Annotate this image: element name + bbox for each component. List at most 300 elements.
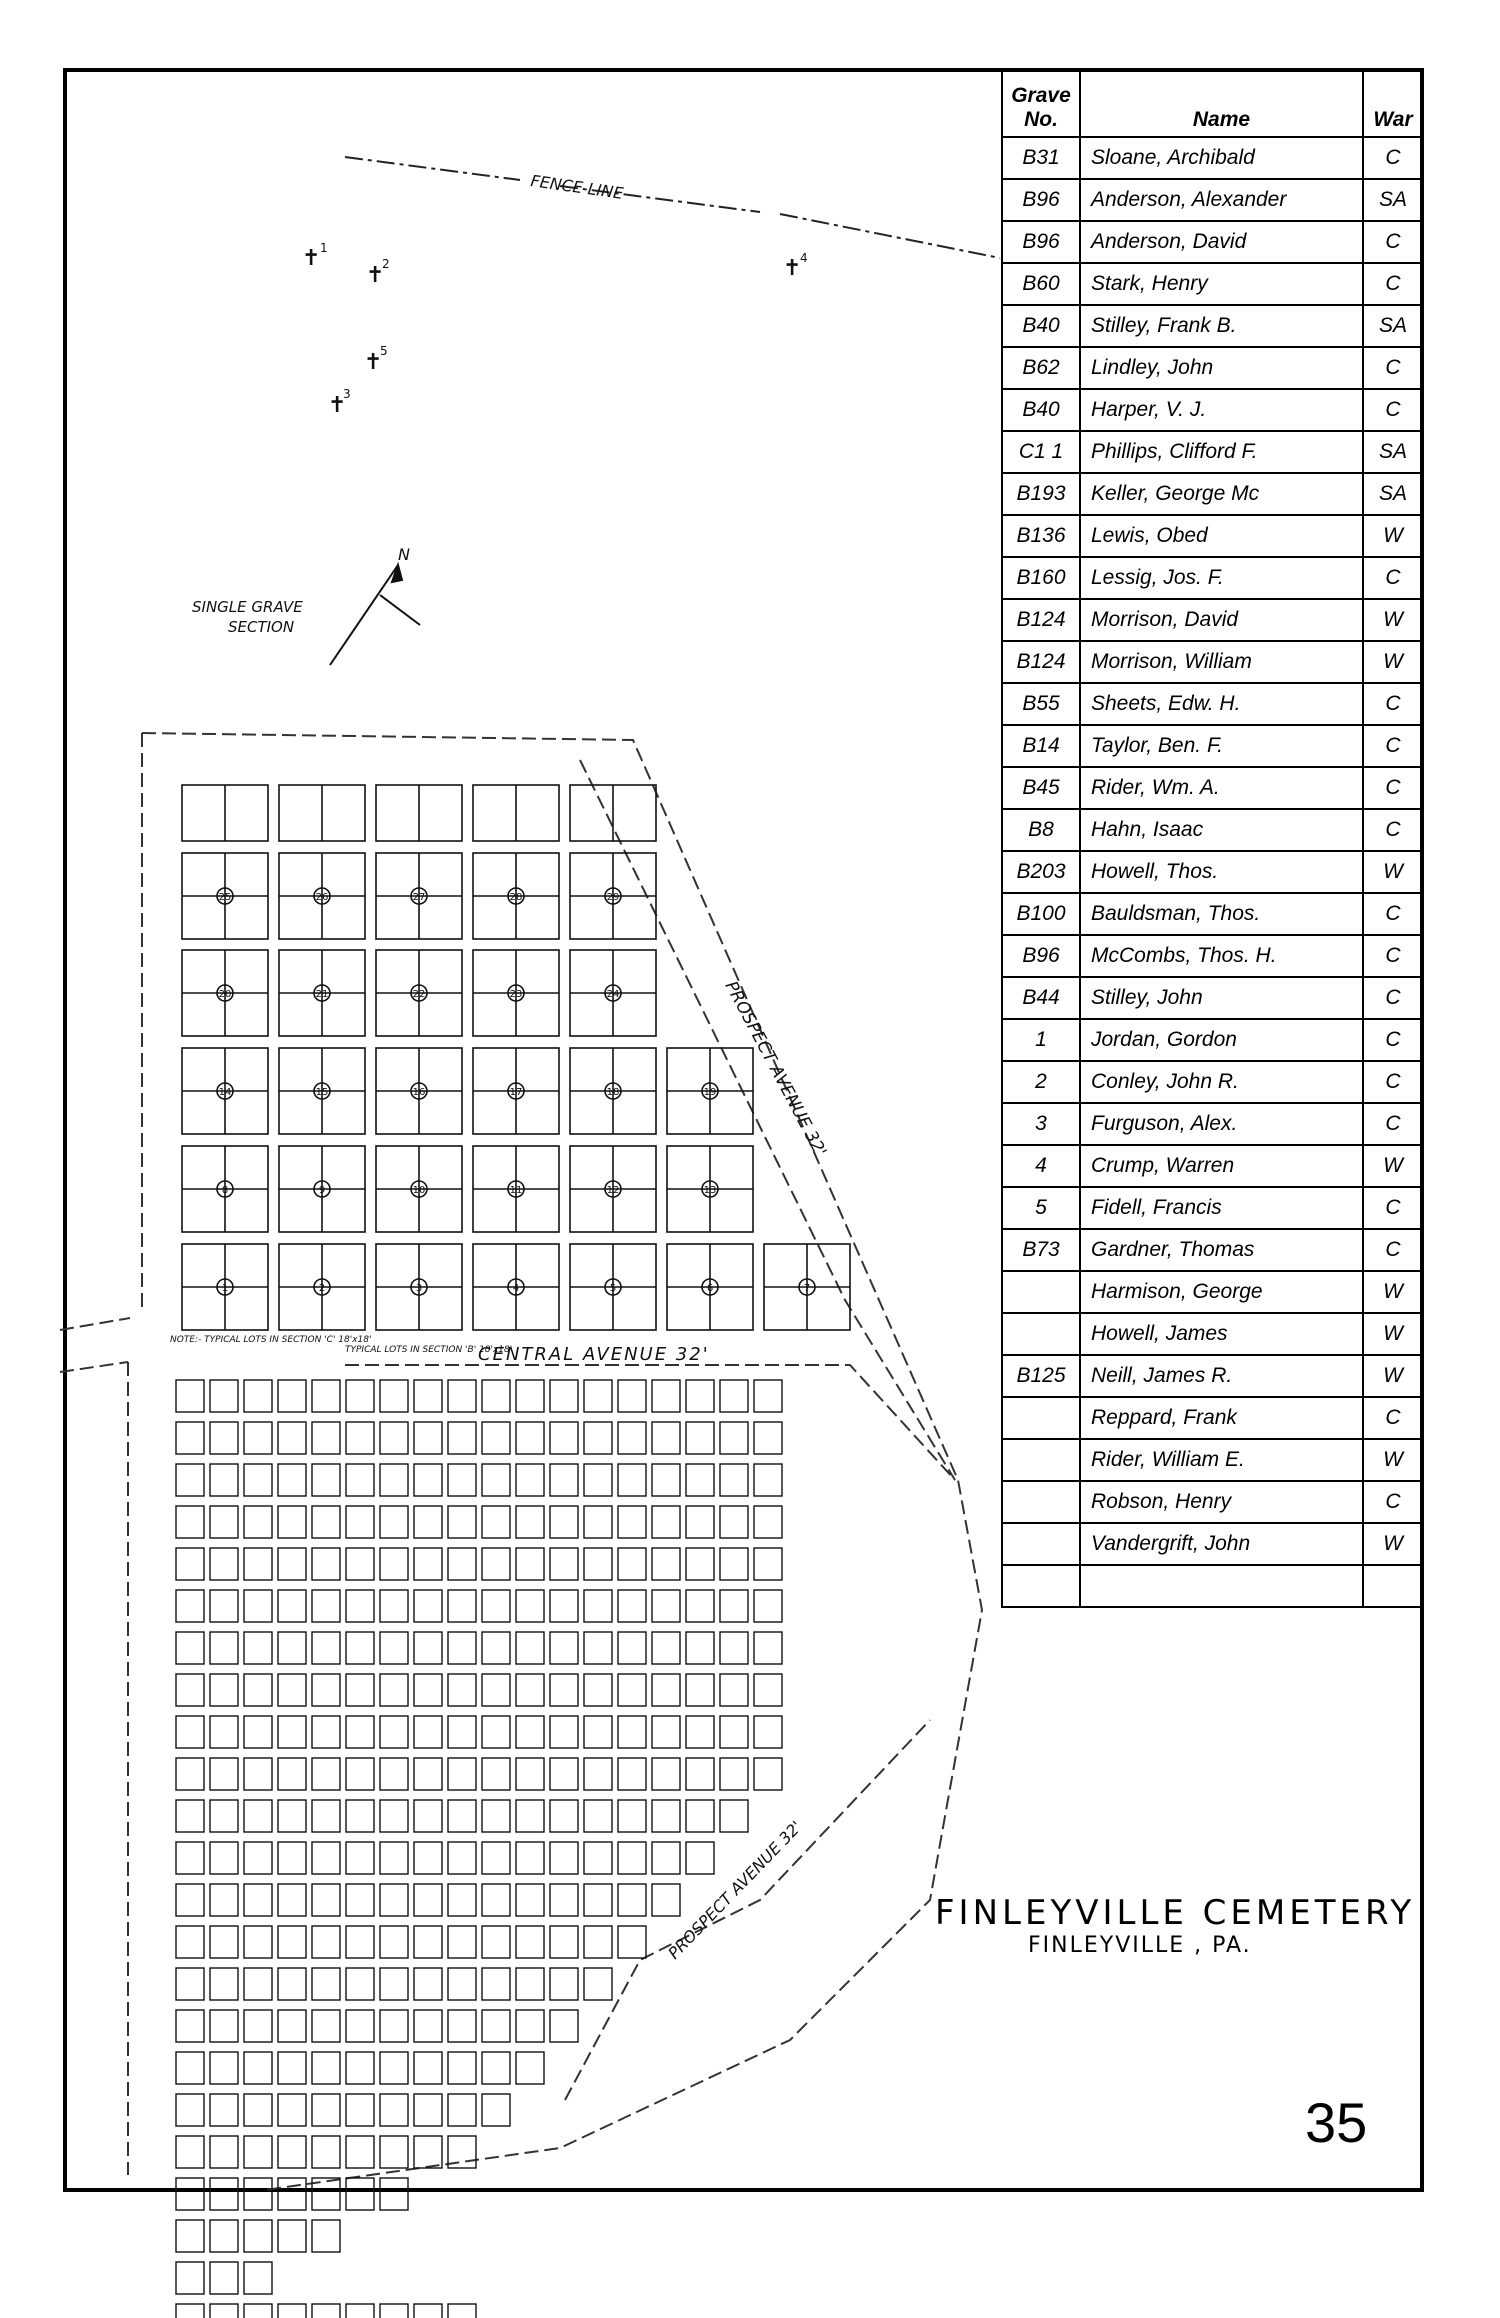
section-b-plot [346, 1422, 374, 1454]
table-row [1002, 767, 1423, 809]
section-b-plot [550, 1716, 578, 1748]
lot-number: 12 [606, 1185, 620, 1196]
section-b-plot [244, 2304, 272, 2318]
war-cell: W [1363, 515, 1423, 557]
name-cell: Lindley, John [1080, 347, 1363, 389]
section-b-plot [210, 2220, 238, 2252]
section-b-plot [584, 1506, 612, 1538]
section-b-plot [584, 1380, 612, 1412]
section-b-plot [516, 1842, 544, 1874]
section-b-plot [244, 2052, 272, 2084]
section-b-plot [210, 1884, 238, 1916]
section-b-plot [346, 2178, 374, 2210]
grave-table [1001, 68, 1424, 1608]
section-b-plot [278, 2178, 306, 2210]
section-b-plot [652, 1632, 680, 1664]
section-b-plot [516, 1800, 544, 1832]
section-b-plot [652, 1422, 680, 1454]
grave-cell: B8 [1002, 809, 1080, 851]
section-b-plot [244, 1968, 272, 2000]
table-row [1002, 1565, 1423, 1607]
section-b-plot [244, 1674, 272, 1706]
section-b-plot [278, 2220, 306, 2252]
section-b-plot [448, 1884, 476, 1916]
name-cell: Furguson, Alex. [1080, 1103, 1363, 1145]
grave-cell: 2 [1002, 1061, 1080, 1103]
single-grave-1-num: 1 [320, 241, 328, 255]
section-b-plot [414, 1674, 442, 1706]
lot-number: 9 [318, 1185, 326, 1196]
section-b-plot [312, 1926, 340, 1958]
section-b-plot [516, 1758, 544, 1790]
section-b-plot [278, 1716, 306, 1748]
section-b-plot [584, 1842, 612, 1874]
section-b-plot [346, 1884, 374, 1916]
section-b-plot [346, 1926, 374, 1958]
war-cell: C [1363, 389, 1423, 431]
section-b-plot [176, 2136, 204, 2168]
section-b-plot [414, 2094, 442, 2126]
section-b-plot [278, 1632, 306, 1664]
lot-number: 7 [803, 1283, 811, 1294]
section-b-plot [278, 1590, 306, 1622]
cemetery-location: FINLEYVILLE , PA. [1028, 1933, 1252, 1958]
section-b-plot [312, 1716, 340, 1748]
lot-number: 26 [315, 892, 329, 903]
lot-number: 19 [703, 1087, 717, 1098]
section-b-plot [482, 1422, 510, 1454]
name-cell: Howell, James [1080, 1313, 1363, 1355]
lot-number: 11 [509, 1185, 523, 1196]
section-b-plot [346, 2304, 374, 2318]
north-arrow-icon [330, 565, 420, 665]
section-b-plot [278, 2094, 306, 2126]
section-b-plot [550, 1548, 578, 1580]
lot-number: 21 [315, 989, 329, 1000]
section-b-plot [618, 1548, 646, 1580]
grave-cell [1002, 1271, 1080, 1313]
section-b-plot [482, 1506, 510, 1538]
table-row [1002, 179, 1423, 221]
section-b-plot [550, 1758, 578, 1790]
war-cell: C [1363, 1397, 1423, 1439]
war-cell: C [1363, 809, 1423, 851]
section-b-plot [176, 1758, 204, 1790]
section-b-plot [278, 1380, 306, 1412]
section-b-plot [550, 1884, 578, 1916]
section-b-plot [448, 1800, 476, 1832]
grave-cell: 4 [1002, 1145, 1080, 1187]
section-b-plot [618, 1380, 646, 1412]
name-cell: Stark, Henry [1080, 263, 1363, 305]
section-b-plot [754, 1758, 782, 1790]
section-b-plot [550, 1800, 578, 1832]
table-row [1002, 1229, 1423, 1271]
table-row [1002, 431, 1423, 473]
section-b-plot [754, 1632, 782, 1664]
grave-cell [1002, 1523, 1080, 1565]
war-cell: W [1363, 599, 1423, 641]
grave-cell: B45 [1002, 767, 1080, 809]
name-cell: Neill, James R. [1080, 1355, 1363, 1397]
section-b-plot [584, 1716, 612, 1748]
section-b-plot [720, 1464, 748, 1496]
single-grave-3-num: 3 [343, 387, 351, 401]
section-b-plot [210, 2178, 238, 2210]
section-b-plot [278, 2052, 306, 2084]
section-b-plot [618, 1758, 646, 1790]
section-b-plot [176, 2178, 204, 2210]
single-grave-2: ✝ [366, 263, 385, 288]
section-b-plot [312, 1884, 340, 1916]
section-b-plot [482, 1590, 510, 1622]
section-b-plot [346, 1590, 374, 1622]
grave-cell: 1 [1002, 1019, 1080, 1061]
table-row [1002, 1313, 1423, 1355]
table-row [1002, 1103, 1423, 1145]
section-b-plot [346, 1842, 374, 1874]
section-b-plot [414, 1548, 442, 1580]
war-cell: C [1363, 1481, 1423, 1523]
section-b-plot [720, 1632, 748, 1664]
section-b-plot [380, 1674, 408, 1706]
page-number: 35 [1305, 2091, 1368, 2154]
section-b-plot [516, 1632, 544, 1664]
table-row [1002, 515, 1423, 557]
war-cell: C [1363, 767, 1423, 809]
table-row [1002, 221, 1423, 263]
table-row [1002, 347, 1423, 389]
grave-no-header: Grave No. [1002, 69, 1080, 137]
war-cell [1363, 1565, 1423, 1607]
section-b-plot [278, 1842, 306, 1874]
section-b-plot [584, 1968, 612, 2000]
section-b-plot [482, 1632, 510, 1664]
table-row [1002, 935, 1423, 977]
note-label: NOTE:- TYPICAL LOTS IN SECTION 'C' 18'x18' [170, 1335, 372, 1345]
grave-cell: B62 [1002, 347, 1080, 389]
section-b-plot [720, 1422, 748, 1454]
section-b-plot [550, 1968, 578, 2000]
section-b-plot [380, 1758, 408, 1790]
grave-cell: B31 [1002, 137, 1080, 179]
section-b-plot [176, 1884, 204, 1916]
section-b-plot [312, 2304, 340, 2318]
section-b-plot [482, 1842, 510, 1874]
lot-number: 14 [218, 1087, 232, 1098]
name-cell: Morrison, William [1080, 641, 1363, 683]
war-cell: C [1363, 935, 1423, 977]
section-b-plot [380, 2010, 408, 2042]
single-grave-5-num: 5 [380, 344, 388, 358]
section-b-plot [414, 1800, 442, 1832]
section-b-plot [414, 1968, 442, 2000]
section-b-plot [414, 2304, 442, 2318]
prospect-avenue-upper-label: PROSPECT AVENUE 32' [720, 977, 831, 1161]
section-b-plot [516, 1464, 544, 1496]
section-b-plot [686, 1800, 714, 1832]
section-b-plot [210, 2094, 238, 2126]
war-cell: SA [1363, 179, 1423, 221]
war-header: War [1363, 69, 1423, 137]
section-b-plot [210, 1380, 238, 1412]
fence-label: FENCE LINE [529, 171, 625, 203]
section-b-plot [516, 1506, 544, 1538]
section-b-plot [686, 1464, 714, 1496]
section-b-plot [176, 2094, 204, 2126]
name-cell: Reppard, Frank [1080, 1397, 1363, 1439]
single-grave-4: ✝ [783, 256, 802, 281]
grave-cell: B14 [1002, 725, 1080, 767]
section-b-plot [448, 1548, 476, 1580]
section-b-plot [346, 2094, 374, 2126]
section-b-plot [652, 1674, 680, 1706]
grave-cell: B96 [1002, 221, 1080, 263]
lot-number: 13 [703, 1185, 717, 1196]
section-b-plot [448, 1632, 476, 1664]
grave-cell: B100 [1002, 893, 1080, 935]
section-b-plot [244, 1926, 272, 1958]
section-b-plot [346, 1464, 374, 1496]
lot-number: 8 [221, 1185, 229, 1196]
section-b-plot [312, 1758, 340, 1790]
section-b-plot [686, 1842, 714, 1874]
section-b-plot [244, 2010, 272, 2042]
section-b-plot [312, 1422, 340, 1454]
section-b-plot [278, 1548, 306, 1580]
section-b-plot [584, 1632, 612, 1664]
section-b-plot [652, 1464, 680, 1496]
table-row [1002, 1019, 1423, 1061]
section-b-plot [176, 1716, 204, 1748]
section-b-plot [176, 1842, 204, 1874]
section-b-plot [618, 1632, 646, 1664]
section-b-plot [380, 1590, 408, 1622]
war-cell: SA [1363, 431, 1423, 473]
name-cell: Bauldsman, Thos. [1080, 893, 1363, 935]
table-row [1002, 893, 1423, 935]
section-b-plot [550, 1632, 578, 1664]
section-b-plot [312, 1632, 340, 1664]
section-b-plot [448, 1590, 476, 1622]
name-cell: Howell, Thos. [1080, 851, 1363, 893]
lot-number: 6 [706, 1283, 714, 1294]
section-b-plot [618, 1422, 646, 1454]
section-b-plot [176, 1926, 204, 1958]
table-row [1002, 1271, 1423, 1313]
war-cell: C [1363, 977, 1423, 1019]
section-b-plot [244, 1800, 272, 1832]
section-b-plot [414, 1884, 442, 1916]
grave-cell: B55 [1002, 683, 1080, 725]
section-b-plot [176, 2010, 204, 2042]
section-b-plot [346, 2010, 374, 2042]
table-row [1002, 137, 1423, 179]
name-cell: Taylor, Ben. F. [1080, 725, 1363, 767]
section-b-plot [312, 1674, 340, 1706]
section-b-plot [278, 1926, 306, 1958]
section-b-plot [584, 1548, 612, 1580]
section-b-plot [210, 2010, 238, 2042]
section-b-plot [550, 1842, 578, 1874]
grave-cell [1002, 1565, 1080, 1607]
section-b-plot [516, 1926, 544, 1958]
table-row [1002, 851, 1423, 893]
war-cell: W [1363, 1313, 1423, 1355]
section-b-plot [244, 1464, 272, 1496]
grave-cell: 5 [1002, 1187, 1080, 1229]
section-b-plot [312, 1968, 340, 2000]
section-b-plot [754, 1464, 782, 1496]
section-b-plot [482, 1800, 510, 1832]
section-b-plot [244, 1716, 272, 1748]
section-b-plot [414, 1842, 442, 1874]
name-cell: Fidell, Francis [1080, 1187, 1363, 1229]
section-b-plot [448, 2010, 476, 2042]
lot-number: 17 [509, 1087, 523, 1098]
section-b-plot [210, 1800, 238, 1832]
name-cell: Rider, William E. [1080, 1439, 1363, 1481]
section-b-plot [210, 1590, 238, 1622]
name-cell: Sloane, Archibald [1080, 137, 1363, 179]
section-b-plot [210, 2136, 238, 2168]
lot-number: 16 [412, 1087, 426, 1098]
section-b-plot [686, 1716, 714, 1748]
grave-cell: 3 [1002, 1103, 1080, 1145]
section-b-plot [312, 2052, 340, 2084]
section-b-plot [210, 1758, 238, 1790]
section-b-plot [244, 2094, 272, 2126]
section-b-plot [720, 1590, 748, 1622]
section-c-lots [182, 785, 850, 1330]
section-b-plot [448, 2304, 476, 2318]
section-b-plot [754, 1506, 782, 1538]
war-cell: W [1363, 1145, 1423, 1187]
section-b-plot [346, 2052, 374, 2084]
section-b-plot [686, 1506, 714, 1538]
section-b-plot [482, 2010, 510, 2042]
section-b-lots [176, 1380, 782, 2318]
section-b-plot [448, 2094, 476, 2126]
section-b-plot [720, 1548, 748, 1580]
section-b-plot [244, 2136, 272, 2168]
section-b-plot [278, 2304, 306, 2318]
section-b-plot [210, 1632, 238, 1664]
section-b-plot [584, 1758, 612, 1790]
section-b-plot [550, 1506, 578, 1538]
section-b-plot [380, 1716, 408, 1748]
table-row [1002, 1355, 1423, 1397]
section-b-plot [754, 1422, 782, 1454]
section-b-plot [414, 2052, 442, 2084]
section-b-plot [244, 2220, 272, 2252]
lot-number: 23 [509, 989, 523, 1000]
section-b-plot [312, 2010, 340, 2042]
section-b-plot [210, 1548, 238, 1580]
section-b-plot [652, 1590, 680, 1622]
war-cell: C [1363, 137, 1423, 179]
name-cell: Keller, George Mc [1080, 473, 1363, 515]
war-cell: C [1363, 221, 1423, 263]
section-b-plot [312, 2136, 340, 2168]
section-b-plot [448, 1842, 476, 1874]
section-b-plot [244, 1422, 272, 1454]
section-b-plot [448, 1506, 476, 1538]
name-header: Name [1080, 69, 1363, 137]
name-cell: Lewis, Obed [1080, 515, 1363, 557]
section-b-plot [176, 1380, 204, 1412]
section-b-plot [210, 1506, 238, 1538]
section-b-plot [346, 1716, 374, 1748]
section-b-plot [618, 1590, 646, 1622]
name-cell: Anderson, Alexander [1080, 179, 1363, 221]
section-b-plot [414, 1506, 442, 1538]
section-b-plot [244, 1506, 272, 1538]
table-row [1002, 725, 1423, 767]
grave-cell: B124 [1002, 599, 1080, 641]
name-cell: Anderson, David [1080, 221, 1363, 263]
table-row [1002, 305, 1423, 347]
name-cell: Rider, Wm. A. [1080, 767, 1363, 809]
section-b-plot [244, 1548, 272, 1580]
section-b-plot [210, 2052, 238, 2084]
table-row [1002, 473, 1423, 515]
section-b-plot [176, 1968, 204, 2000]
war-cell: SA [1363, 473, 1423, 515]
section-b-plot [618, 1716, 646, 1748]
section-b-plot [686, 1548, 714, 1580]
section-b-plot [414, 2136, 442, 2168]
section-b-plot [448, 1422, 476, 1454]
section-b-plot [414, 2010, 442, 2042]
section-b-plot [380, 1632, 408, 1664]
grave-cell [1002, 1481, 1080, 1523]
single-grave-markers [302, 241, 808, 418]
table-row [1002, 1439, 1423, 1481]
section-b-plot [380, 1548, 408, 1580]
section-b-plot [414, 1590, 442, 1622]
section-b-plot [618, 1926, 646, 1958]
section-b-plot [482, 2094, 510, 2126]
section-b-plot [176, 2304, 204, 2318]
section-b-plot [380, 1800, 408, 1832]
section-b-plot [754, 1716, 782, 1748]
section-b-plot [346, 1632, 374, 1664]
war-cell: W [1363, 851, 1423, 893]
table-row [1002, 599, 1423, 641]
cemetery-title: FINLEYVILLE CEMETERY [935, 1893, 1416, 1933]
section-b-plot [346, 1968, 374, 2000]
lot-number: 20 [218, 989, 232, 1000]
single-grave-2-num: 2 [382, 257, 390, 271]
grave-cell: B124 [1002, 641, 1080, 683]
table-row [1002, 1523, 1423, 1565]
section-b-plot [210, 1464, 238, 1496]
section-b-plot [176, 2052, 204, 2084]
single-grave-5: ✝ [364, 350, 383, 375]
section-b-plot [244, 1758, 272, 1790]
table-row [1002, 1061, 1423, 1103]
section-b-plot [550, 1380, 578, 1412]
name-cell: Crump, Warren [1080, 1145, 1363, 1187]
section-b-plot [346, 1380, 374, 1412]
section-b-plot [278, 1758, 306, 1790]
grave-cell: B60 [1002, 263, 1080, 305]
section-b-plot [380, 1968, 408, 2000]
section-b-plot [312, 1842, 340, 1874]
lot-number: 10 [412, 1185, 426, 1196]
lot-number: 28 [509, 892, 523, 903]
